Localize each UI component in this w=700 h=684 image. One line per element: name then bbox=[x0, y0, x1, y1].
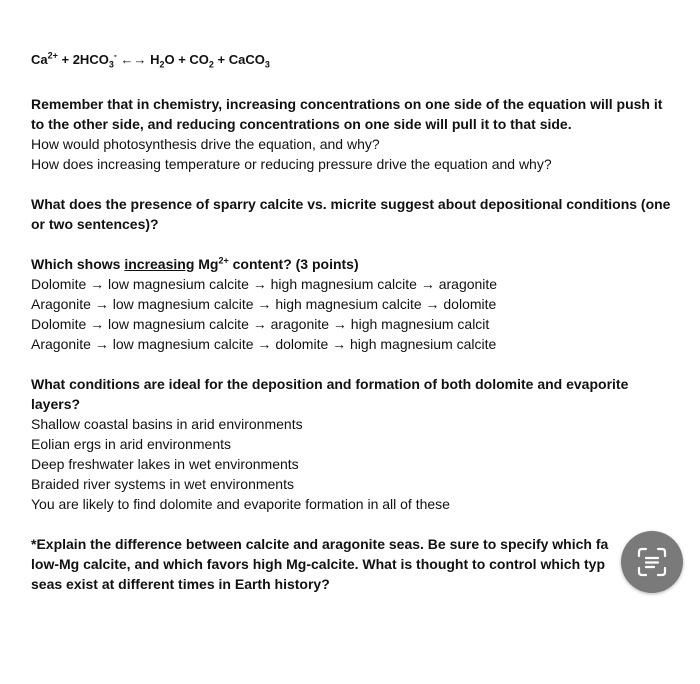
mg-question-underlined: increasing bbox=[124, 256, 195, 272]
mg-option[interactable]: Aragonite → low magnesium calcite → high magnesium calcite → dolomite bbox=[31, 296, 497, 312]
seas-section bbox=[31, 534, 676, 594]
chemical-equation bbox=[31, 50, 676, 70]
eq-caco3: + CaCO bbox=[213, 52, 265, 67]
mg-question-mg: Mg bbox=[194, 256, 219, 272]
eq-co2-sub: 2 bbox=[208, 59, 214, 70]
eq-arrow: ←→ bbox=[116, 52, 151, 67]
eq-co2: O + CO bbox=[164, 52, 209, 67]
eq-h2o-sub: 2 bbox=[159, 59, 165, 70]
mg-question-suffix: content? (3 points) bbox=[228, 256, 359, 272]
mg-section bbox=[31, 254, 676, 354]
eq-caco3-sub: 3 bbox=[264, 59, 270, 70]
conditions-option[interactable]: Eolian ergs in arid environments bbox=[31, 436, 231, 452]
seas-question-line-1: *Explain the difference between calcite and aragonite seas. Be sure to specify which fa bbox=[31, 536, 609, 552]
mg-question bbox=[31, 254, 676, 274]
intro-section bbox=[31, 94, 676, 174]
text-scan-icon bbox=[635, 545, 669, 579]
intro-question-1: How would photosynthesis drive the equation, and why? bbox=[31, 136, 380, 152]
seas-question-line-3: seas exist at different times in Earth history? bbox=[31, 576, 330, 592]
eq-h2o: H bbox=[150, 52, 160, 67]
intro-bold-text: Remember that in chemistry, increasing concentrations on one side of the equation will push it to the other side, and reducing concentrations on one side will pull it to that side. bbox=[31, 96, 663, 132]
sparry-section bbox=[31, 194, 676, 234]
mg-question-prefix: Which shows bbox=[31, 256, 125, 272]
conditions-option[interactable]: Shallow coastal basins in arid environments bbox=[31, 416, 303, 432]
eq-ca-charge: 2+ bbox=[47, 50, 58, 61]
eq-hco3-sub: 3 bbox=[108, 59, 114, 70]
mg-option[interactable]: Aragonite → low magnesium calcite → dolomite → high magnesium calcite bbox=[31, 336, 497, 352]
conditions-option[interactable]: Deep freshwater lakes in wet environments bbox=[31, 456, 299, 472]
conditions-option[interactable]: You are likely to find dolomite and evaporite formation in all of these bbox=[31, 496, 450, 512]
seas-question-line-2: low-Mg calcite, and which favors high Mg-calcite. What is thought to control which typ bbox=[31, 556, 606, 572]
conditions-option[interactable]: Braided river systems in wet environments bbox=[31, 476, 294, 492]
mg-question-charge: 2+ bbox=[218, 255, 229, 266]
sparry-question: What does the presence of sparry calcite vs. micrite suggest about depositional conditions (one or two sentences)? bbox=[31, 196, 671, 232]
text-scan-button[interactable] bbox=[621, 531, 683, 593]
eq-hco3-charge: - bbox=[113, 50, 117, 61]
conditions-question: What conditions are ideal for the deposition and formation of both dolomite and evaporite layers? bbox=[31, 376, 629, 412]
eq-hco3: + 2HCO bbox=[57, 52, 109, 67]
intro-question-2: How does increasing temperature or reducing pressure drive the equation and why? bbox=[31, 156, 552, 172]
conditions-section bbox=[31, 374, 676, 514]
document bbox=[31, 50, 676, 594]
eq-ca: Ca bbox=[31, 52, 48, 67]
mg-option[interactable]: Dolomite → low magnesium calcite → high magnesium calcite → aragonite bbox=[31, 276, 498, 292]
mg-option[interactable]: Dolomite → low magnesium calcite → aragonite → high magnesium calcit bbox=[31, 316, 490, 332]
